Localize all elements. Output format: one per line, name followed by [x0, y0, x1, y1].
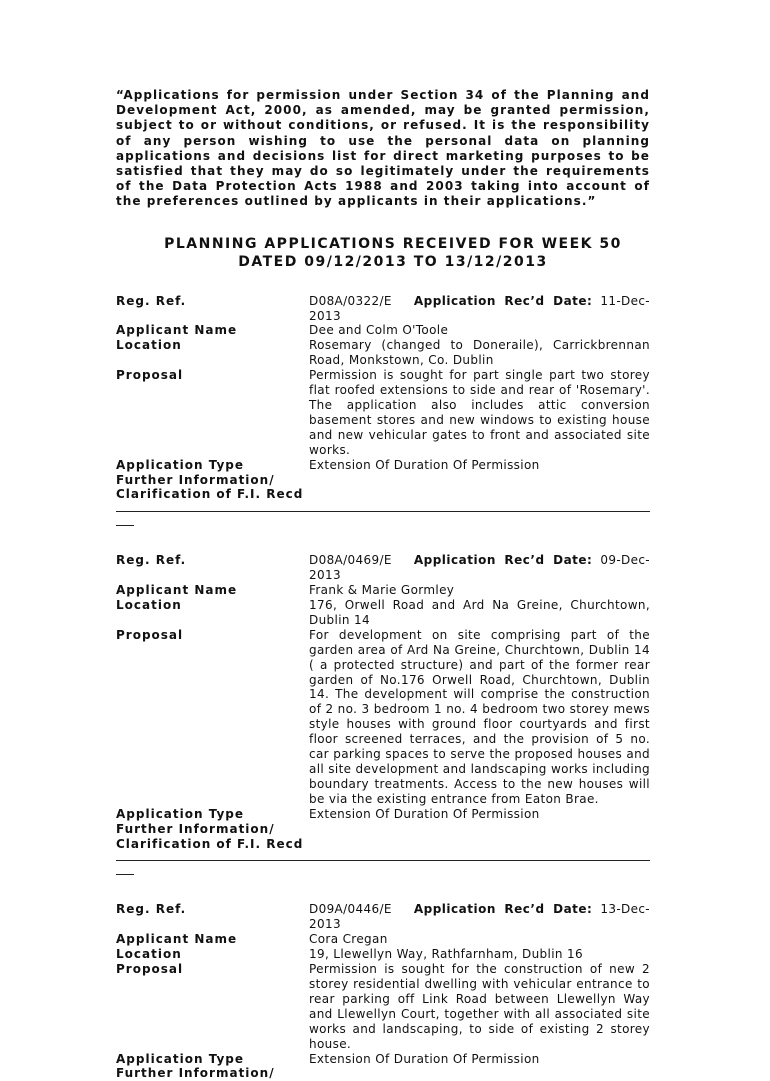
application-record	[116, 902, 650, 1081]
application-type-value: Extension Of Duration Of Permission	[309, 1051, 540, 1066]
further-info-label: Further Information/	[116, 472, 275, 487]
recd-date-value: 11-Dec-2013	[309, 293, 650, 323]
further-info-label: Further Information/	[116, 1066, 275, 1081]
proposal-row	[116, 368, 650, 457]
applicant-name-value: Dee and Colm O'Toole	[309, 323, 449, 338]
reg-ref-value: D09A/0446/E	[309, 902, 392, 917]
applicant-name-label: Applicant Name	[116, 932, 238, 947]
location-label: Location	[116, 947, 182, 962]
further-info-label: Further Information/	[116, 821, 275, 836]
reg-ref-row	[116, 902, 650, 932]
applicant-row	[116, 323, 650, 338]
clarification-row	[116, 487, 650, 502]
clarification-label: Clarification of F.I. Recd	[116, 487, 304, 502]
applicant-name-value: Frank & Marie Gormley	[309, 583, 455, 598]
applicant-row	[116, 583, 650, 598]
application-type-row	[116, 1052, 650, 1067]
location-value: 176, Orwell Road and Ard Na Greine, Churchtown, Dublin 14	[309, 598, 650, 627]
record-separator	[116, 505, 650, 520]
application-type-label: Application Type	[116, 806, 245, 821]
heading-title: PLANNING APPLICATIONS RECEIVED FOR WEEK 50	[164, 235, 622, 252]
location-value: Rosemary (changed to Doneraile), Carrickbrennan Road, Monkstown, Co. Dublin	[309, 338, 650, 368]
recd-date-value: 13-Dec-2013	[309, 902, 650, 932]
page-heading	[116, 235, 650, 271]
reg-ref-label: Reg. Ref.	[116, 902, 187, 917]
application-record	[116, 553, 650, 869]
recd-date-label: Application Rec’d Date:	[413, 553, 593, 568]
location-label: Location	[116, 598, 182, 613]
further-info-row	[116, 1066, 650, 1081]
clarification-row	[116, 837, 650, 852]
location-value: 19, Llewellyn Way, Rathfarnham, Dublin 16	[309, 947, 583, 962]
record-separator	[116, 854, 650, 869]
proposal-value: For development on site comprising part of the garden area of Ard Na Greine, Churchtown, Dublin 14 ( a protected structure) and part of the former rear garden of No.176 Orwell Road, Churchtown, Dublin 14. The development will comprise the construction of 2 no. 3 bedroom 1 no. 4 bedroom two storey mews style houses with ground floor courtyards and first floor screened terraces, and the provision of 5 no. car parking spaces to serve the proposed houses and all site development and landscaping works including boundary treatments. Access to the new houses will be via the existing entrance from Eaton Brae.	[309, 627, 650, 806]
location-row	[116, 338, 650, 368]
proposal-value: Permission is sought for the construction of new 2 storey residential dwelling with vehicular entrance to rear parking off Link Road between Llewellyn Way and Llewellyn Court, together with all associated site works and landscaping, to side of existing 2 storey house.	[309, 962, 650, 1051]
recd-date-value: 09-Dec-2013	[309, 553, 650, 583]
application-type-value: Extension Of Duration Of Permission	[309, 806, 540, 821]
proposal-row	[116, 628, 650, 807]
clarification-label: Clarification of F.I. Recd	[116, 836, 304, 851]
reg-ref-value: D08A/0469/E	[309, 553, 392, 568]
application-record	[116, 294, 650, 521]
reg-ref-row	[116, 294, 650, 324]
location-label: Location	[116, 338, 182, 353]
proposal-value: Permission is sought for part single part two storey flat roofed extensions to side and rear of 'Rosemary'. The application also includes attic conversion basement stores and new windows to existing house and new vehicular gates to front and associated site works.	[309, 368, 650, 457]
applicant-name-value: Cora Cregan	[309, 932, 388, 947]
reg-ref-row	[116, 553, 650, 583]
heading-dates: DATED 09/12/2013 TO 13/12/2013	[238, 253, 548, 270]
reg-ref-value: D08A/0322/E	[309, 293, 392, 308]
reg-ref-label: Reg. Ref.	[116, 553, 187, 568]
location-row	[116, 947, 650, 962]
location-row	[116, 598, 650, 628]
reg-ref-label: Reg. Ref.	[116, 293, 187, 308]
application-type-label: Application Type	[116, 1051, 245, 1066]
applicant-name-label: Applicant Name	[116, 583, 238, 598]
proposal-label: Proposal	[116, 962, 184, 977]
application-type-row	[116, 807, 650, 822]
recd-date-label: Application Rec’d Date:	[413, 902, 593, 917]
proposal-label: Proposal	[116, 368, 184, 383]
application-type-value: Extension Of Duration Of Permission	[309, 457, 540, 472]
further-info-row	[116, 473, 650, 488]
recd-date-label: Application Rec’d Date:	[413, 293, 593, 308]
application-type-label: Application Type	[116, 457, 245, 472]
applicant-row	[116, 932, 650, 947]
document-page	[116, 88, 650, 1081]
proposal-row	[116, 962, 650, 1051]
further-info-row	[116, 822, 650, 837]
applicant-name-label: Applicant Name	[116, 323, 238, 338]
data-protection-notice: “Applications for permission under Section 34 of the Planning and Development Act, 2000, as amended, may be granted permission, subject to or without conditions, or refused. It is the responsibility of any person wishing to use the personal data on planning applications and decisions list for direct marketing purposes to be satisfied that they may do so legitimately under the requirements of the Data Protection Acts 1988 and 2003 taking into account of the preferences outlined by applicants in their applications.”	[116, 88, 650, 209]
application-type-row	[116, 458, 650, 473]
proposal-label: Proposal	[116, 627, 184, 642]
